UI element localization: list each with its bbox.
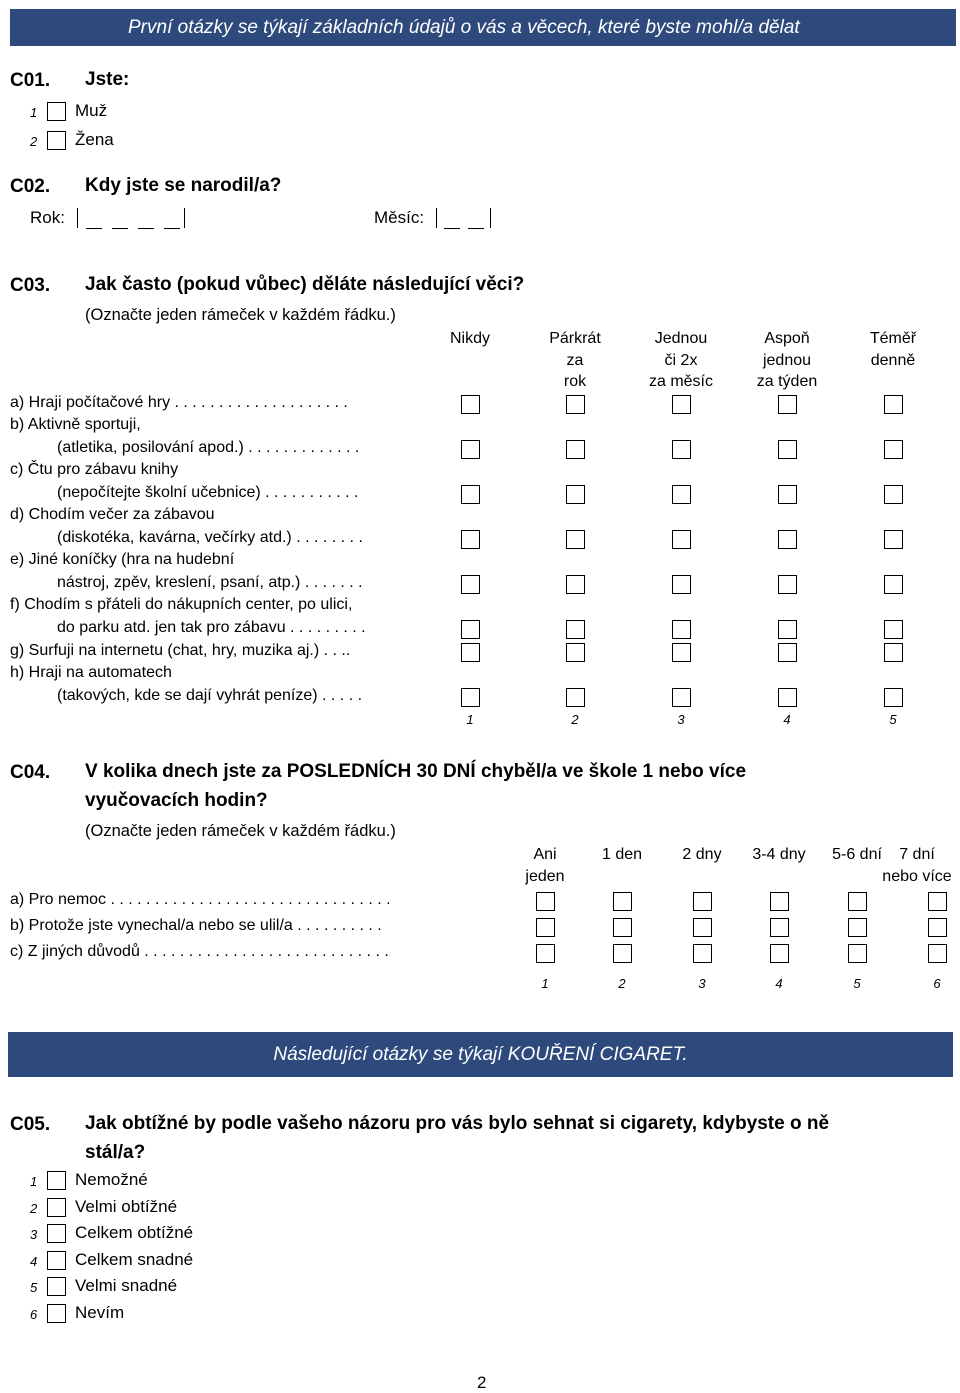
frequency-checkbox[interactable] — [566, 688, 585, 707]
frequency-checkbox[interactable] — [672, 643, 691, 662]
option-label: Velmi obtížné — [75, 1196, 178, 1216]
column-header-line: za týden — [756, 373, 818, 390]
row-label-continued: do parku atd. jen tak pro zábavu . . . . . . . . . — [57, 619, 366, 636]
column-header-line: jednou — [762, 351, 812, 369]
absence-checkbox[interactable] — [536, 892, 555, 911]
column-header-line: Jednou — [654, 330, 708, 347]
page-number: 2 — [477, 1373, 487, 1392]
frequency-checkbox[interactable] — [461, 440, 480, 459]
frequency-checkbox[interactable] — [461, 485, 480, 504]
frequency-checkbox[interactable] — [778, 575, 797, 594]
frequency-checkbox[interactable] — [566, 440, 585, 459]
row-label: c) Z jiných důvodů . . . . . . . . . . . . . . . . . . . . . . . . . . . . — [10, 943, 389, 960]
frequency-checkbox[interactable] — [884, 395, 903, 414]
row-label-continued: (diskotéka, kavárna, večírky atd.) . . . . . . . . — [57, 529, 363, 546]
option-number: 6 — [30, 1306, 38, 1322]
row-label-continued: nástroj, zpěv, kreslení, psaní, atp.) . . . . . . . — [57, 574, 363, 591]
option-checkbox[interactable] — [47, 1277, 66, 1296]
frequency-checkbox[interactable] — [778, 395, 797, 414]
question-text: Kdy jste se narodil/a? — [85, 175, 282, 196]
question-text — [85, 1109, 829, 1167]
column-header-line: Aspoň — [764, 330, 810, 347]
frequency-checkbox[interactable] — [566, 530, 585, 549]
column-header-line: či 2x — [664, 351, 698, 369]
option-checkbox[interactable] — [47, 1304, 66, 1323]
scale-number: 5 — [853, 976, 861, 991]
option-number: 4 — [30, 1253, 38, 1269]
question-text-line: Jak obtížné by podle vašeho názoru pro vás bylo sehnat si cigarety, kdybyste o ně — [85, 1113, 830, 1134]
scale-number: 6 — [933, 976, 941, 991]
option-checkbox[interactable] — [47, 131, 66, 150]
column-header-line: 7 dní — [899, 846, 935, 863]
row-label: f) Chodím s přáteli do nákupních center, po ulici, — [10, 596, 353, 613]
frequency-checkbox[interactable] — [566, 395, 585, 414]
option-checkbox[interactable] — [47, 1198, 66, 1217]
column-header-line: za měsíc — [648, 373, 713, 390]
absence-checkbox[interactable] — [536, 918, 555, 937]
column-header — [738, 844, 820, 866]
row-label: b) Aktivně sportuji, — [10, 416, 141, 433]
row-label: g) Surfuji na internetu (chat, hry, muzika aj.) . . .. — [10, 642, 351, 659]
row-label-continued: (nepočítejte školní učebnice) . . . . . . . . . . . — [57, 484, 359, 501]
column-header-line: Ani — [533, 846, 557, 863]
column-header-line: Téměř — [869, 330, 917, 347]
scale-number: 1 — [466, 712, 474, 727]
absence-checkbox[interactable] — [928, 892, 947, 911]
option-checkbox[interactable] — [47, 1224, 66, 1243]
question-number: C02. — [10, 176, 51, 197]
option-label: Celkem snadné — [75, 1249, 194, 1269]
option-checkbox[interactable] — [47, 1171, 66, 1190]
row-label: a) Pro nemoc . . . . . . . . . . . . . . . . . . . . . . . . . . . . . . . . — [10, 891, 391, 908]
frequency-checkbox[interactable] — [778, 643, 797, 662]
question-text-line: V kolika dnech jste za POSLEDNÍCH 30 DNÍ chyběl/a ve škole 1 nebo více — [85, 761, 747, 782]
column-header-line: 5-6 dní — [832, 846, 882, 863]
banner-text: Následující otázky se týkají KOUŘENÍ CIGARET. — [273, 1043, 688, 1065]
frequency-checkbox[interactable] — [884, 688, 903, 707]
row-label: h) Hraji na automatech — [10, 664, 172, 681]
scale-number: 3 — [698, 976, 706, 991]
absence-checkbox[interactable] — [770, 944, 789, 963]
option-number: 1 — [30, 105, 38, 120]
column-header — [843, 328, 943, 371]
question-text: Jak často (pokud vůbec) děláte následující věci? — [85, 274, 525, 295]
frequency-checkbox[interactable] — [672, 688, 691, 707]
option-number: 5 — [30, 1280, 38, 1295]
row-label: b) Protože jste vynechal/a nebo se ulil/a . . . . . . . . . . — [10, 917, 382, 934]
option-number: 2 — [30, 1200, 38, 1216]
column-header — [504, 844, 586, 887]
row-label: a) Hraji počítačové hry . . . . . . . . . . . . . . . . . . . . — [10, 394, 348, 411]
frequency-checkbox[interactable] — [461, 643, 480, 662]
option-checkbox[interactable] — [47, 102, 66, 121]
frequency-checkbox[interactable] — [566, 620, 585, 639]
frequency-checkbox[interactable] — [778, 440, 797, 459]
frequency-checkbox[interactable] — [884, 643, 903, 662]
option-label: Velmi snadné — [75, 1276, 178, 1295]
column-header — [876, 844, 958, 887]
instruction-note: (Označte jeden rámeček v každém řádku.) — [85, 822, 396, 840]
column-header-line: denně — [870, 351, 916, 369]
question-text-line: stál/a? — [85, 1142, 146, 1163]
row-label-continued: (atletika, posilování apod.) . . . . . . . . . . . . . — [57, 439, 360, 456]
scale-number: 2 — [618, 976, 626, 991]
frequency-checkbox[interactable] — [461, 530, 480, 549]
option-label: Muž — [75, 101, 108, 120]
frequency-checkbox[interactable] — [884, 440, 903, 459]
row-label: d) Chodím večer za zábavou — [10, 506, 215, 523]
absence-checkbox[interactable] — [693, 944, 712, 963]
frequency-checkbox[interactable] — [672, 440, 691, 459]
year-label: Rok: — [30, 208, 65, 227]
column-header — [525, 328, 625, 393]
option-label: Nemožné — [75, 1170, 148, 1189]
frequency-checkbox[interactable] — [672, 395, 691, 414]
option-label: Celkem obtížné — [75, 1223, 194, 1242]
option-label: Žena — [75, 130, 114, 149]
row-label: c) Čtu pro zábavu knihy — [10, 461, 179, 478]
column-header-line: Nikdy — [449, 330, 490, 347]
row-label-continued: (takových, kde se dají vyhrát peníze) . . . . . — [57, 687, 363, 704]
instruction-note: (Označte jeden rámeček v každém řádku.) — [85, 306, 396, 324]
column-header — [420, 328, 520, 350]
scale-number: 4 — [783, 712, 791, 727]
absence-checkbox[interactable] — [613, 892, 632, 911]
absence-checkbox[interactable] — [693, 918, 712, 937]
frequency-checkbox[interactable] — [672, 620, 691, 639]
absence-checkbox[interactable] — [848, 918, 867, 937]
frequency-checkbox[interactable] — [461, 620, 480, 639]
absence-checkbox[interactable] — [613, 944, 632, 963]
column-header-line: 1 den — [601, 846, 643, 863]
option-checkbox[interactable] — [47, 1251, 66, 1270]
question-number: C04. — [10, 762, 51, 783]
absence-checkbox[interactable] — [848, 944, 867, 963]
column-header — [737, 328, 837, 393]
absence-checkbox[interactable] — [928, 944, 947, 963]
absence-checkbox[interactable] — [770, 918, 789, 937]
frequency-checkbox[interactable] — [778, 688, 797, 707]
scale-number: 5 — [889, 712, 897, 727]
question-text — [85, 757, 746, 815]
question-number: C05. — [10, 1114, 51, 1135]
absence-checkbox[interactable] — [928, 918, 947, 937]
frequency-checkbox[interactable] — [672, 485, 691, 504]
option-number: 3 — [30, 1227, 38, 1242]
column-header-line: Párkrát — [549, 330, 601, 347]
scale-number: 2 — [571, 712, 579, 727]
absence-checkbox[interactable] — [848, 892, 867, 911]
row-label: e) Jiné koníčky (hra na hudební — [10, 551, 235, 568]
frequency-checkbox[interactable] — [884, 530, 903, 549]
option-number: 2 — [30, 134, 38, 149]
banner-text: První otázky se týkají základních údajů o vás a věcech, které byste mohl/a dělat — [128, 16, 800, 38]
absence-checkbox[interactable] — [536, 944, 555, 963]
frequency-checkbox[interactable] — [672, 575, 691, 594]
frequency-checkbox[interactable] — [884, 575, 903, 594]
question-text: Jste: — [85, 69, 130, 90]
section-banner — [10, 9, 956, 46]
column-header — [661, 844, 743, 866]
column-header — [631, 328, 731, 393]
frequency-checkbox[interactable] — [461, 688, 480, 707]
scale-number: 3 — [677, 712, 685, 727]
month-label: Měsíc: — [374, 208, 425, 227]
frequency-checkbox[interactable] — [461, 395, 480, 414]
frequency-checkbox[interactable] — [778, 485, 797, 504]
absence-checkbox[interactable] — [613, 918, 632, 937]
frequency-checkbox[interactable] — [461, 575, 480, 594]
question-text-line: vyučovacích hodin? — [85, 790, 268, 811]
column-header-line: rok — [563, 373, 587, 390]
option-label: Nevím — [75, 1302, 125, 1322]
question-number: C03. — [10, 275, 51, 296]
question-number: C01. — [10, 70, 51, 91]
frequency-checkbox[interactable] — [884, 485, 903, 504]
column-header — [581, 844, 663, 866]
column-header-line: za — [566, 351, 584, 369]
absence-checkbox[interactable] — [693, 892, 712, 911]
frequency-checkbox[interactable] — [566, 485, 585, 504]
column-header-line: 3-4 dny — [752, 846, 806, 863]
scale-number: 1 — [541, 976, 549, 991]
section-banner — [8, 1032, 953, 1077]
frequency-checkbox[interactable] — [778, 620, 797, 639]
frequency-checkbox[interactable] — [884, 620, 903, 639]
absence-checkbox[interactable] — [770, 892, 789, 911]
column-header-line: jeden — [525, 867, 565, 885]
frequency-checkbox[interactable] — [566, 643, 585, 662]
option-number: 1 — [30, 1174, 38, 1189]
column-header-line: 2 dny — [682, 846, 722, 863]
frequency-checkbox[interactable] — [566, 575, 585, 594]
column-header-line: nebo více — [882, 867, 952, 885]
scale-number: 4 — [775, 976, 783, 991]
frequency-checkbox[interactable] — [672, 530, 691, 549]
frequency-checkbox[interactable] — [778, 530, 797, 549]
